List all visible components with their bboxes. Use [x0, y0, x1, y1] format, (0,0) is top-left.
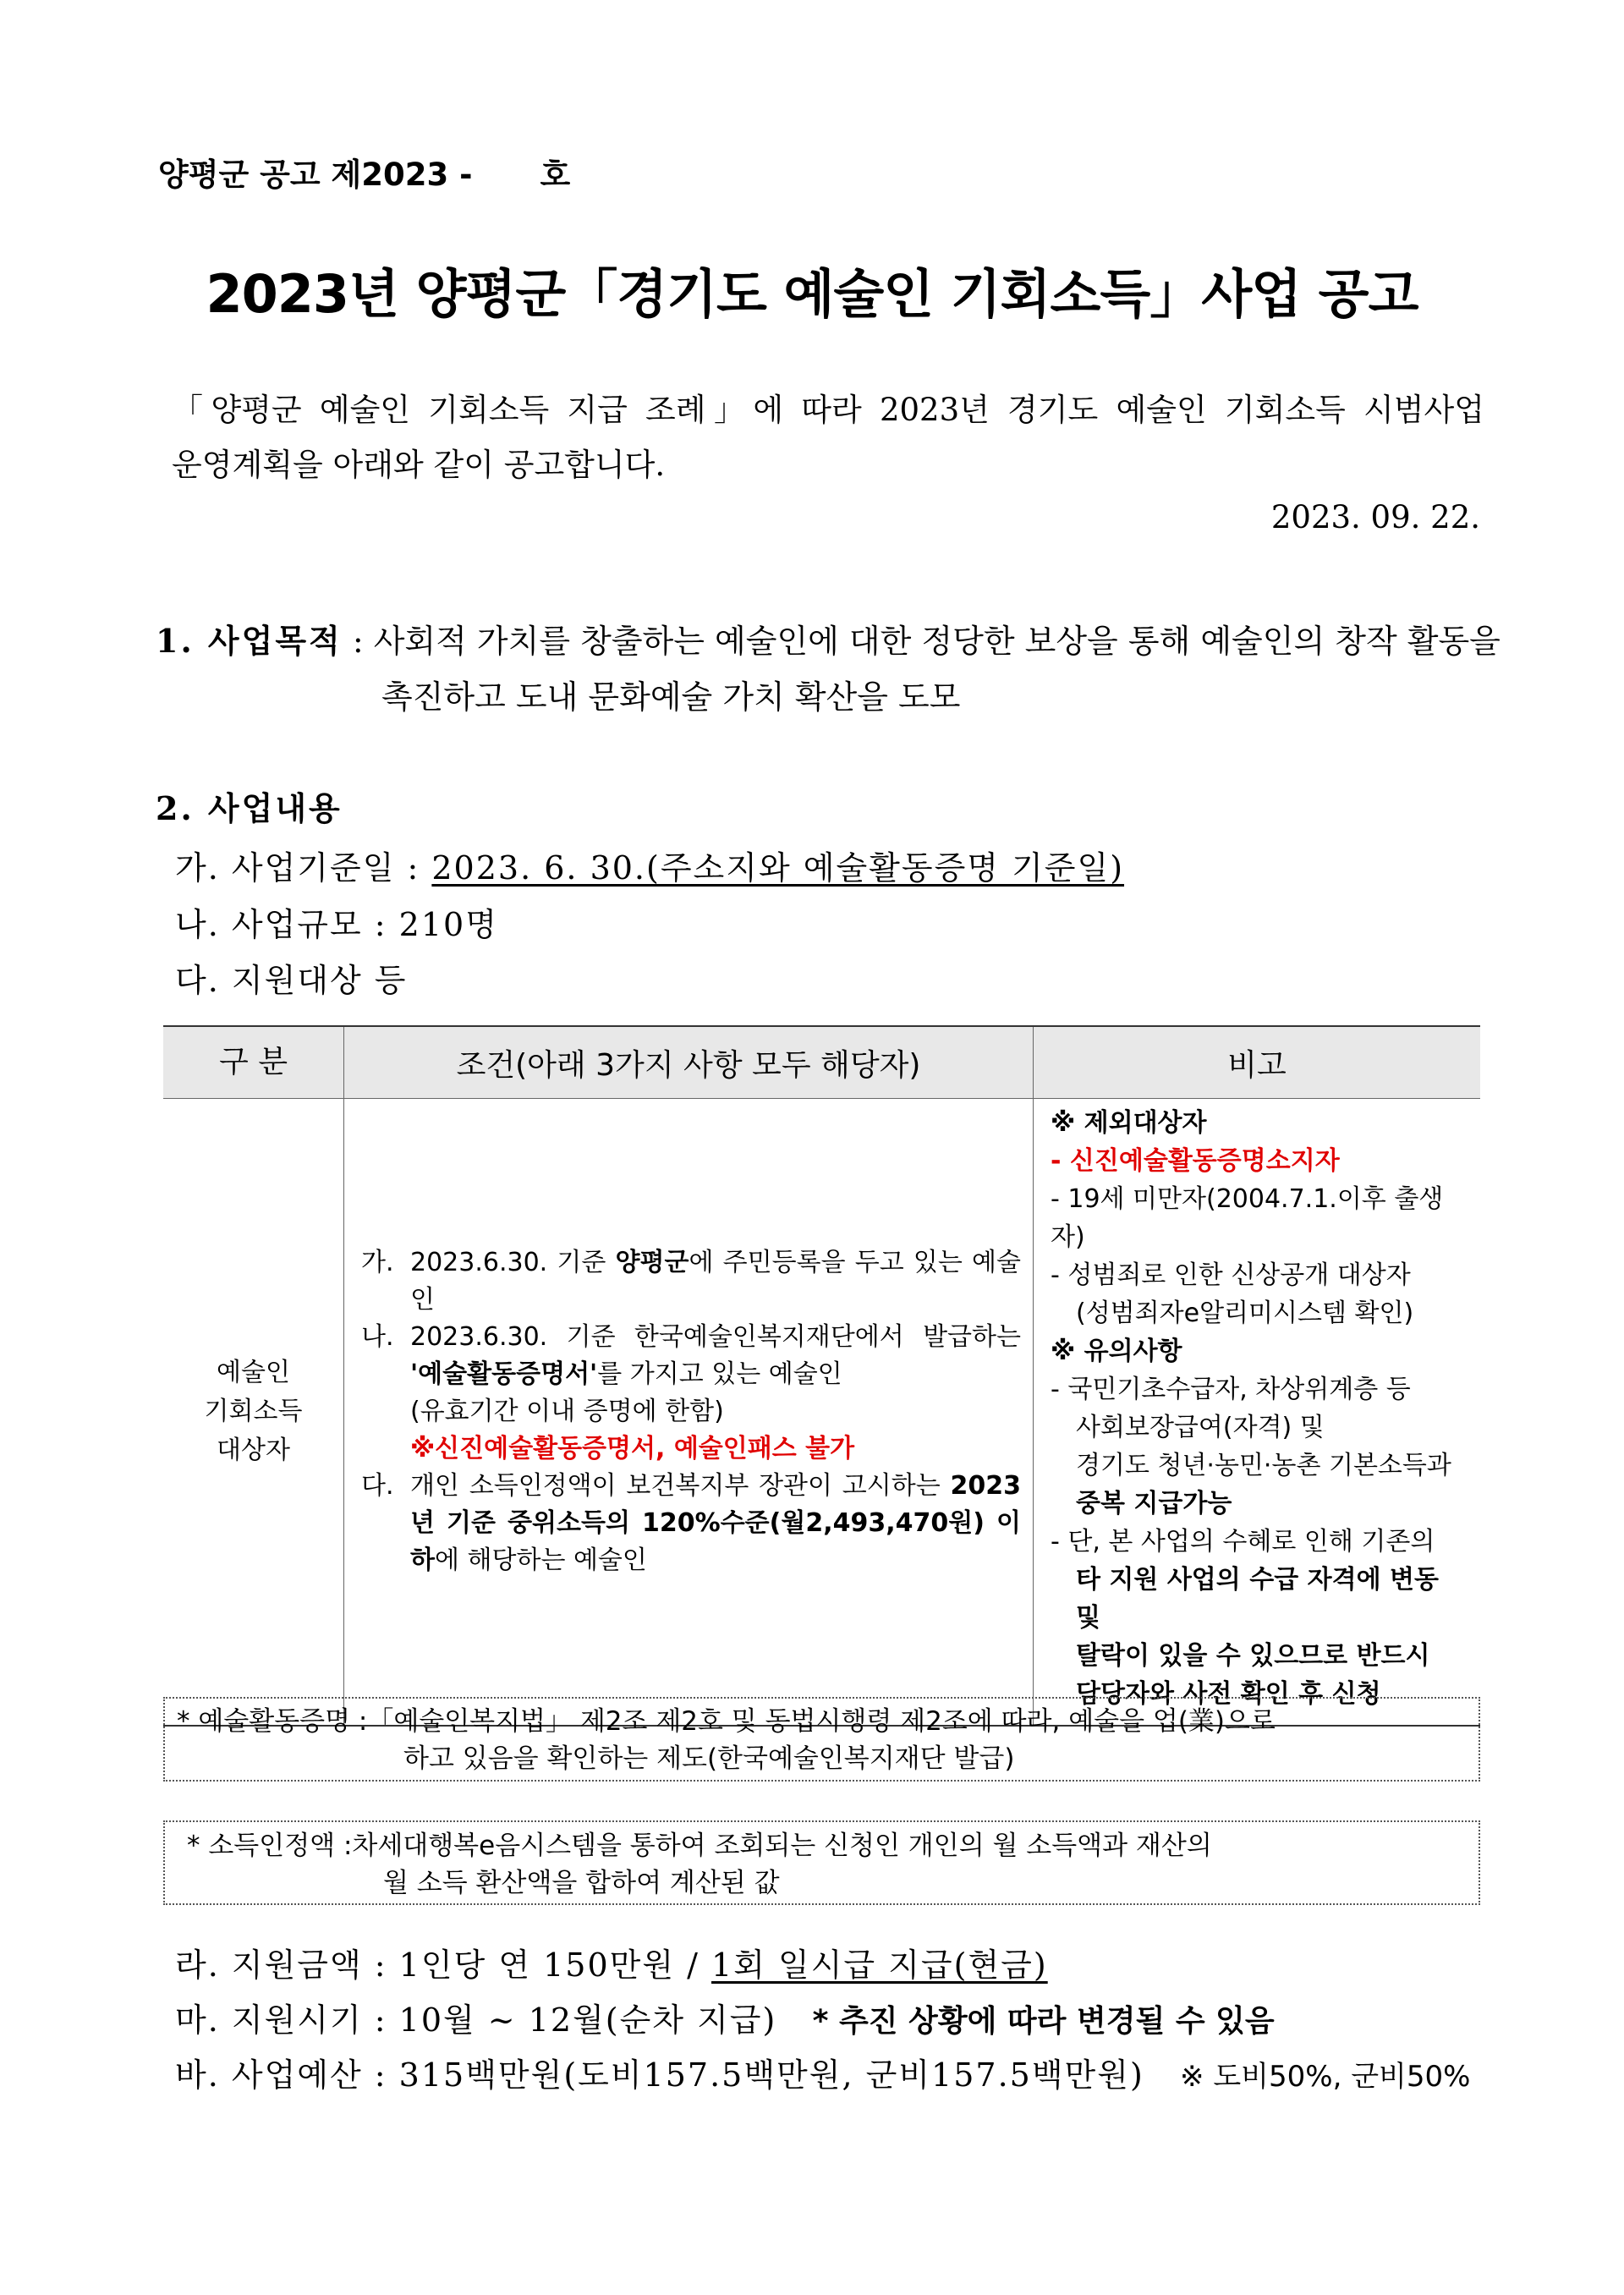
support-period-label: 마. 지원시기 : 10월 ~ 12월(순차 지급)	[175, 2001, 777, 2039]
notice-date: 2023. 09. 22.	[1270, 499, 1480, 535]
note-item-2b: 타 지원 사업의 수급 자격에 변동 및	[1076, 1565, 1439, 1633]
condition-ga-bold: 양평군	[615, 1248, 689, 1277]
notes-heading: ※ 유의사항	[1051, 1337, 1182, 1366]
table-header-row	[163, 1026, 1480, 1099]
intro-line-1: 「양평군 예술인 기회소득 지급 조례」에 따라 2023년 경기도 예술인 기회소득 시범사업	[172, 392, 1484, 428]
base-date-line	[175, 842, 1124, 888]
support-period-note: * 추진 상황에 따라 변경될 수 있음	[812, 2004, 1275, 2039]
excluded-item-2: - 19세 미만자(2004.7.1.이후 출생자)	[1051, 1184, 1444, 1252]
note-item-1d: 중복 지급가능	[1076, 1489, 1232, 1518]
condition-da-text-2: 에 해당하는 예술인	[434, 1546, 647, 1575]
note-item-2c: 탈락이 있을 수 있으므로 반드시	[1076, 1641, 1430, 1671]
support-amount-line	[175, 1939, 1048, 1985]
condition-na-text-1: 2023.6.30. 기준 한국예술인복지재단에서 발급하는	[410, 1322, 1021, 1352]
footnote-income	[163, 1820, 1480, 1905]
notice-number-prefix: 양평군 공고 제2023 -	[158, 156, 473, 193]
note-item-1c: 경기도 청년·농민·농촌 기본소득과	[1076, 1451, 1451, 1480]
condition-ga-mark: 가.	[361, 1248, 394, 1277]
base-date-label: 가. 사업기준일 :	[175, 849, 432, 887]
footnote-art-cert-line-2: 하고 있음을 확인하는 제도(한국예술인복지재단 발급)	[403, 1743, 1015, 1774]
excluded-item-3: - 성범죄로 인한 신상공개 대상자	[1051, 1260, 1411, 1290]
section-purpose-sep: :	[342, 623, 374, 660]
condition-da-bold: 2023년 기준 중위소득의 120%수준(월2,493,470원) 이하	[410, 1471, 1021, 1575]
support-amount-value: 1회 일시급 지급(현금)	[711, 1946, 1048, 1984]
note-item-1: - 국민기초수급자, 차상위계층 등	[1051, 1375, 1411, 1404]
condition-da-text-1: 개인 소득인정액이 보건복지부 장관이 고시하는	[410, 1471, 951, 1501]
excluded-item-3b: (성범죄자e알리미시스템 확인)	[1076, 1298, 1414, 1328]
note-item-2: - 단, 본 사업의 수혜로 인해 기존의	[1051, 1527, 1435, 1557]
page-title: 2023년 양평군「경기도 예술인 기회소득」사업 공고	[206, 263, 1418, 325]
footnote-art-cert	[163, 1697, 1480, 1782]
notice-number	[158, 149, 570, 195]
eligibility-table	[163, 1025, 1480, 1727]
section-purpose-line-2: 촉진하고 도내 문화예술 가치 확산을 도모	[381, 678, 961, 716]
footnote-art-cert-line-1: 「예술인복지법」 제2조 제2호 및 동법시행령 제2조에 따라, 예술을 업(業)으로	[367, 1706, 1276, 1737]
condition-ga-text-1: 2023.6.30. 기준	[410, 1248, 616, 1277]
excluded-item-1: - 신진예술활동증명소지자	[1051, 1146, 1340, 1176]
category-cell	[163, 1099, 344, 1727]
budget-note: ※ 도비50%, 군비50%	[1180, 2060, 1471, 2094]
intro-line-2: 운영계획을 아래와 같이 공고합니다.	[172, 447, 666, 483]
scale-line: 나. 사업규모 : 210명	[175, 906, 498, 943]
category-line-1: 예술인	[217, 1358, 290, 1387]
base-date-value: 2023. 6. 30.(주소지와 예술활동증명 기준일)	[431, 849, 1125, 887]
conditions-cell	[344, 1099, 1034, 1727]
category-line-3: 대상자	[217, 1436, 290, 1465]
condition-ga-text-2: 에 주민등록을 두고 있는 예술인	[410, 1248, 1021, 1315]
footnote-income-label: * 소득인정액 :	[187, 1831, 353, 1861]
section-purpose-line-1: 사회적 가치를 창출하는 예술인에 대한 정당한 보상을 통해 예술인의 창작 활동을	[373, 623, 1501, 660]
excluded-heading: ※ 제외대상자	[1051, 1108, 1207, 1138]
budget-line	[175, 2049, 1470, 2095]
category-line-2: 기회소득	[204, 1397, 303, 1426]
condition-da	[361, 1468, 1021, 1579]
condition-na-bold: '예술활동증명서'	[410, 1359, 598, 1389]
condition-na-red: ※신진예술활동증명서, 예술인패스 불가	[410, 1434, 855, 1463]
condition-da-mark: 다.	[361, 1471, 394, 1501]
footnote-income-line-2: 월 소득 환산액을 합하여 계산된 값	[383, 1868, 780, 1898]
condition-na-text-2: 를 가지고 있는 예술인	[597, 1359, 842, 1389]
section-purpose	[156, 613, 1501, 725]
table-row	[163, 1099, 1480, 1727]
support-amount-label: 라. 지원금액 : 1인당 연 150만원 /	[175, 1946, 712, 1984]
target-line: 다. 지원대상 등	[175, 962, 408, 999]
table-header-remarks: 비고	[1034, 1026, 1481, 1099]
condition-na	[361, 1319, 1021, 1468]
section-purpose-label: 1. 사업목적	[156, 622, 343, 660]
remarks-cell	[1034, 1099, 1481, 1727]
note-item-2d: 담당자와 사전 확인 후 신청	[1076, 1679, 1381, 1709]
table-header-conditions: 조건(아래 3가지 사항 모두 해당자)	[344, 1026, 1034, 1099]
notice-number-suffix: 호	[540, 156, 571, 193]
condition-na-text-3: (유효기간 이내 증명에 한함)	[410, 1397, 724, 1426]
table-header-category: 구 분	[163, 1026, 344, 1099]
condition-na-mark: 나.	[361, 1322, 394, 1352]
section-content-label: 2. 사업내용	[156, 789, 343, 827]
note-item-1b: 사회보장급여(자격) 및	[1076, 1413, 1325, 1442]
budget-label: 바. 사업예산 : 315백만원(도비157.5백만원, 군비157.5백만원)	[175, 2056, 1144, 2094]
footnote-income-line-1: 차세대행복e음시스템을 통하여 조회되는 신청인 개인의 월 소득액과 재산의	[352, 1831, 1212, 1861]
support-period-line	[175, 1994, 1275, 2040]
intro-paragraph	[172, 382, 1484, 492]
footnote-art-cert-label: * 예술활동증명 :	[177, 1706, 368, 1737]
condition-ga	[361, 1244, 1021, 1319]
